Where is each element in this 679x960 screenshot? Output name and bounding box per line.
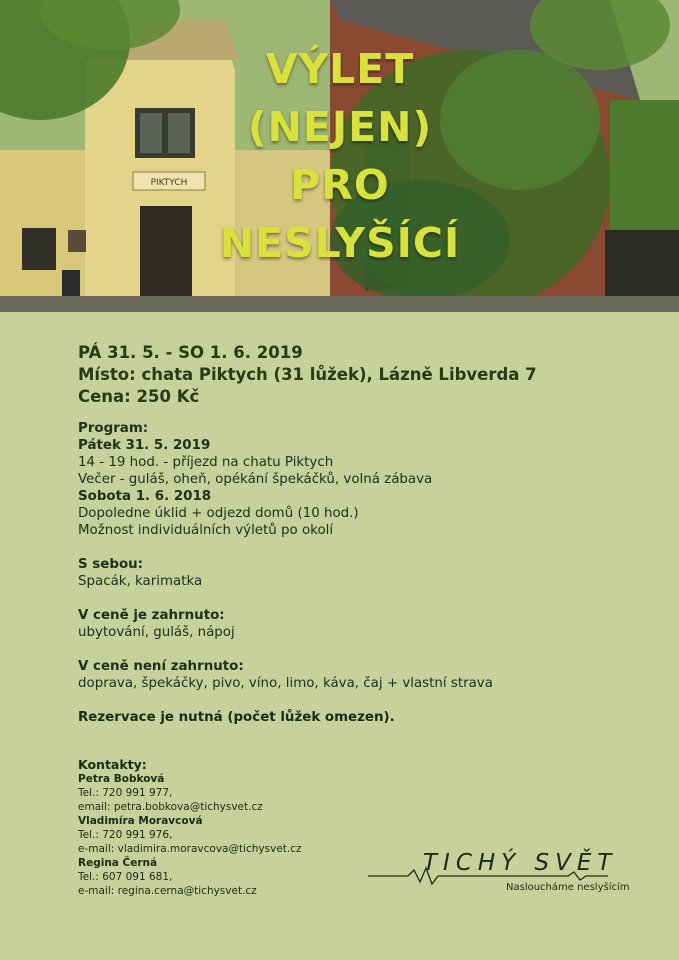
title-line: NESLYŠÍCÍ: [219, 219, 461, 267]
not-included-heading: V ceně není zahrnuto:: [78, 659, 244, 674]
event-date: PÁ 31. 5. - SO 1. 6. 2019: [78, 343, 303, 362]
page-title: [150, 40, 530, 272]
contact-email[interactable]: e-mail: vladimira.moravcova@tichysvet.cz: [78, 843, 302, 855]
program-heading: Program:: [78, 421, 149, 436]
title-line: (NEJEN): [247, 103, 433, 151]
program-item: Večer - guláš, oheň, opékání špekáčků, volná zábava: [78, 472, 433, 487]
contact-email[interactable]: e-mail: regina.cerna@tichysvet.cz: [78, 885, 257, 897]
program-item: Možnost individuálních výletů po okolí: [78, 523, 334, 538]
contact-name: Vladimíra Moravcová: [78, 815, 203, 827]
title-line: VÝLET: [265, 45, 415, 93]
hero-photo: [0, 0, 679, 312]
title-line: PRO: [290, 161, 390, 209]
included-heading: V ceně je zahrnuto:: [78, 608, 225, 623]
program-day2: Sobota 1. 6. 2018: [78, 489, 212, 504]
not-included-text: doprava, špekáčky, pivo, víno, limo, káva, čaj + vlastní strava: [78, 676, 493, 691]
cottage-sign: PIKTYCH: [150, 178, 188, 188]
included-text: ubytování, guláš, nápoj: [78, 625, 235, 640]
tichy-svet-logo: [368, 848, 630, 898]
contacts-heading: Kontakty:: [78, 757, 147, 772]
logo-tagline: Nasloucháme neslyšícím: [506, 882, 630, 893]
program-item: 14 - 19 hod. - příjezd na chatu Piktych: [78, 455, 334, 470]
program-section: [78, 420, 638, 539]
event-place: Místo: chata Piktych (31 lůžek), Lázně Libverda 7: [78, 365, 537, 384]
contact-email[interactable]: email: petra.bobkova@tichysvet.cz: [78, 801, 263, 813]
contacts-section: [78, 758, 398, 898]
reservation-note: Rezervace je nutná (počet lůžek omezen).: [78, 710, 395, 725]
event-details: [78, 342, 638, 726]
event-price: Cena: 250 Kč: [78, 387, 200, 406]
bring-heading: S sebou:: [78, 557, 144, 572]
contact-phone: Tel.: 607 091 681,: [78, 871, 173, 883]
contact-name: Regina Černá: [78, 857, 158, 869]
bring-text: Spacák, karimatka: [78, 574, 203, 589]
contact-phone: Tel.: 720 991 976,: [78, 829, 173, 841]
program-item: Dopoledne úklid + odjezd domů (10 hod.): [78, 506, 359, 521]
contact-name: Petra Bobková: [78, 773, 165, 785]
contact-phone: Tel.: 720 991 977,: [78, 787, 173, 799]
logo-name: TICHÝ SVĚT: [423, 850, 618, 876]
program-day1: Pátek 31. 5. 2019: [78, 438, 211, 453]
